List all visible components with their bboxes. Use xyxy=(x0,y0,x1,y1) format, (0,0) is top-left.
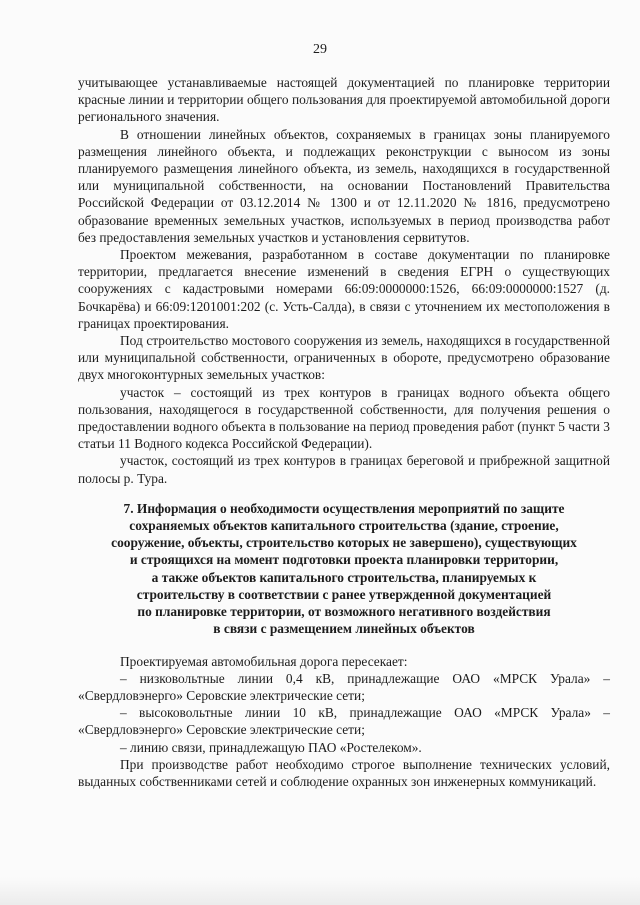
heading-line: сохраняемых объектов капитального строительства (здание, строение, xyxy=(129,518,559,534)
list-item: – низковольтные линии 0,4 кВ, принадлежащие ОАО «МРСК Урала» – «Свердловэнерго» Серовские электрические сети; xyxy=(78,670,610,703)
paragraph: участок – состоящий из трех контуров в границах водного объекта общего пользования, находящегося в государственной собственности, для получения решения о предоставлении водного объекта в пользование на период проведения работ (пункт 5 части 3 статьи 11 Водного кодекса Российской Федерации). xyxy=(78,384,610,452)
spacer xyxy=(78,638,610,653)
section-heading xyxy=(78,500,610,638)
heading-line: и строящихся на момент подготовки проекта планировки территории, xyxy=(129,552,559,568)
page-number: 29 xyxy=(313,42,327,57)
paragraph: При производстве работ необходимо строгое выполнение технических условий, выданных собственниками сетей и соблюдение охранных зон инженерных коммуникаций. xyxy=(78,756,610,789)
heading-line: в связи с размещением линейных объектов xyxy=(213,621,475,637)
heading-line: сооружение, объекты, строительство которых не завершено), существующих xyxy=(111,535,577,551)
scan-edge-shadow xyxy=(0,877,640,905)
body-text-top xyxy=(78,74,610,487)
paragraph: участок, состоящий из трех контуров в границах береговой и прибрежной защитной полосы р. Тура. xyxy=(78,453,610,486)
paragraph: Под строительство мостового сооружения из земель, находящихся в государственной или муниципальной собственности, ограниченных в обороте, предусмотрено образование двух многоконтурных земельных участков: xyxy=(78,333,610,383)
paragraph: Проектом межевания, разработанном в составе документации по планировке территории, предлагается внесение изменений в сведения ЕГРН о существующих сооружениях с кадастровыми номерами 66:09:0000000:1526, 66:09:0000000:1527 (д. Бочкарёва) и 66:09:1201001:202 (с. Усть-Салда), в связи с уточнением их местоположения в границах проектирования. xyxy=(78,247,610,331)
heading-line: 7. Информация о необходимости осуществления мероприятий по защите xyxy=(123,500,565,516)
heading-line: строительству в соответствии с ранее утвержденной документацией xyxy=(136,586,552,602)
list-item: – высоковольтные линии 10 кВ, принадлежащие ОАО «МРСК Урала» – «Свердловэнерго» Серовские электрические сети; xyxy=(78,705,610,738)
page-content xyxy=(78,74,610,790)
list-item: – линию связи, принадлежащую ПАО «Ростелеком». xyxy=(120,739,422,755)
paragraph: Проектируемая автомобильная дорога пересекает: xyxy=(120,653,408,669)
heading-line: по планировке территории, от возможного негативного воздействия xyxy=(137,604,551,620)
heading-line: а также объектов капитального строительства, планируемых к xyxy=(151,569,537,585)
paragraph: учитывающее устанавливаемые настоящей документацией по планировке территории красные линии и территории общего пользования для проектируемой автомобильной дороги регионального значения. xyxy=(78,75,610,125)
body-text-bottom xyxy=(78,653,610,791)
paragraph: В отношении линейных объектов, сохраняемых в границах зоны планируемого размещения линейного объекта, и подлежащих реконструкции с выносом из зоны планируемого размещения линейного объекта, из земель, находящихся в государственной или муниципальной собственности, на основании Постановлений Правительства Российской Федерации от 03.12.2014 № 1300 и от 12.11.2020 № 1816, предусмотрено образование временных земельных участков, используемых в период производства работ без предоставления земельных участков и установления сервитутов. xyxy=(78,126,610,245)
